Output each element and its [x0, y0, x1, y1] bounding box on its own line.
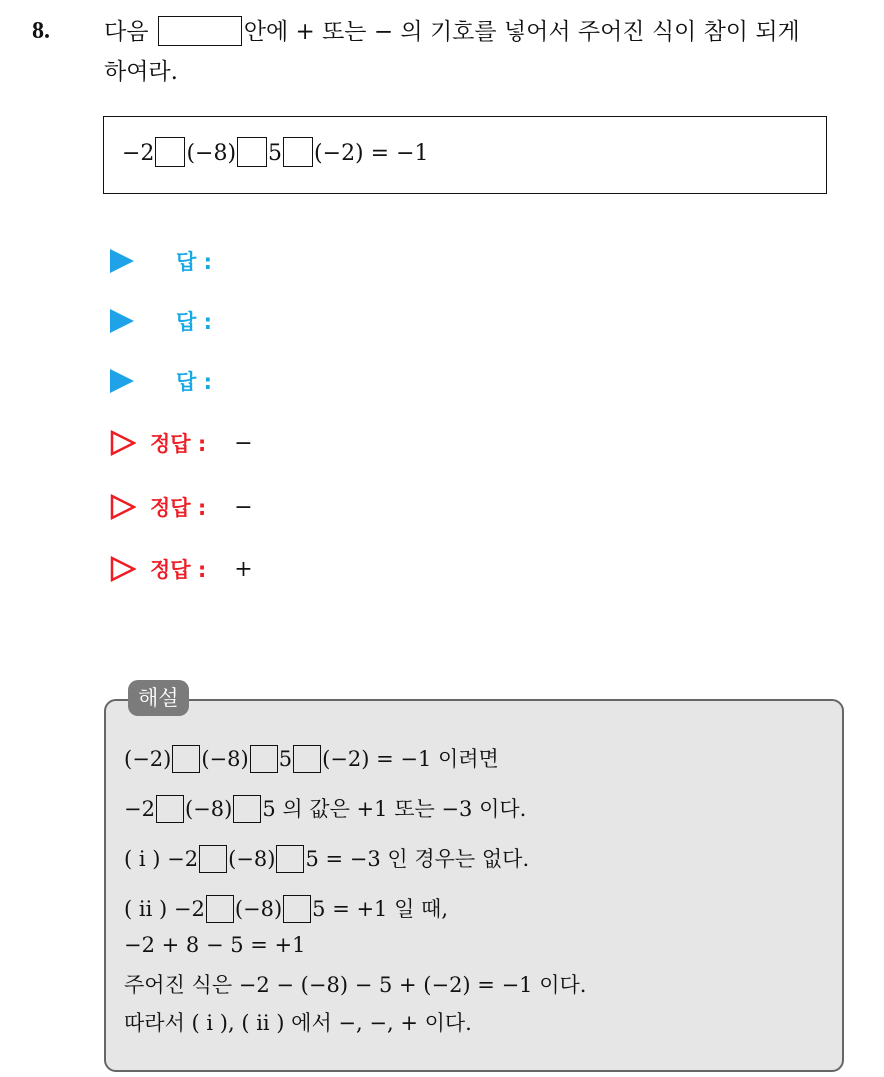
blank-square	[276, 845, 304, 873]
blank-square[interactable]	[283, 137, 313, 167]
blank-square	[250, 745, 278, 773]
solution-line-7: 따라서 ( i ), ( ii ) 에서 −, −, + 이다.	[124, 1011, 472, 1035]
solution-line-4: ( ii ) −2 (−8) 5 = +1 일 때,	[124, 897, 449, 921]
solution-line-1: (−2) (−8) 5 (−2) = −1 이려면	[124, 747, 499, 771]
question-text-after: 안에 + 또는 − 의 기호를 넣어서 주어진 식이 참이 되게	[243, 19, 800, 45]
solution-tag: 해설	[128, 680, 189, 716]
answer-label: 답 :	[176, 370, 212, 394]
correct-value: +	[234, 556, 253, 582]
blank-square[interactable]	[237, 137, 267, 167]
equation-term: 5	[268, 141, 283, 166]
equation-box	[103, 116, 827, 194]
play-triangle-icon	[110, 309, 134, 333]
correct-row-1	[110, 426, 253, 460]
outline-triangle-icon	[110, 556, 136, 582]
answer-label: 답 :	[176, 250, 212, 274]
solution-panel	[104, 699, 844, 1072]
equation-term: −2	[122, 141, 155, 166]
blank-square	[172, 745, 200, 773]
blank-square	[293, 745, 321, 773]
correct-value: −	[234, 494, 253, 520]
answer-row-1[interactable]	[110, 244, 212, 278]
correct-label: 정답 :	[150, 496, 207, 520]
correct-label: 정답 :	[150, 558, 207, 582]
blank-square	[156, 795, 184, 823]
solution-line-3: ( i ) −2 (−8) 5 = −3 인 경우는 없다.	[124, 847, 530, 871]
question-text-line1	[104, 16, 800, 48]
play-triangle-icon	[110, 249, 134, 273]
solution-line-6: 주어진 식은 −2 − (−8) − 5 + (−2) = −1 이다.	[124, 973, 587, 997]
question-text-line2: 하여라.	[104, 59, 178, 85]
solution-line-2: −2 (−8) 5 의 값은 +1 또는 −3 이다.	[124, 797, 527, 821]
answer-blank-box	[158, 16, 242, 46]
question-text-before: 다음	[104, 19, 149, 45]
outline-triangle-icon	[110, 494, 136, 520]
equation	[122, 137, 429, 167]
play-triangle-icon	[110, 369, 134, 393]
equation-term: (−8)	[186, 141, 237, 166]
blank-square	[206, 895, 234, 923]
correct-value: −	[234, 430, 253, 456]
answer-row-3[interactable]	[110, 364, 212, 398]
solution-line-5: −2 + 8 − 5 = +1	[124, 933, 306, 957]
blank-square	[199, 845, 227, 873]
correct-row-2	[110, 490, 253, 524]
equation-term: (−2) = −1	[314, 141, 429, 166]
answer-row-2[interactable]	[110, 304, 212, 338]
answer-label: 답 :	[176, 310, 212, 334]
correct-row-3	[110, 552, 253, 586]
outline-triangle-icon	[110, 430, 136, 456]
blank-square	[283, 895, 311, 923]
blank-square[interactable]	[155, 137, 185, 167]
blank-square	[233, 795, 261, 823]
question-number: 8.	[32, 18, 50, 44]
correct-label: 정답 :	[150, 432, 207, 456]
